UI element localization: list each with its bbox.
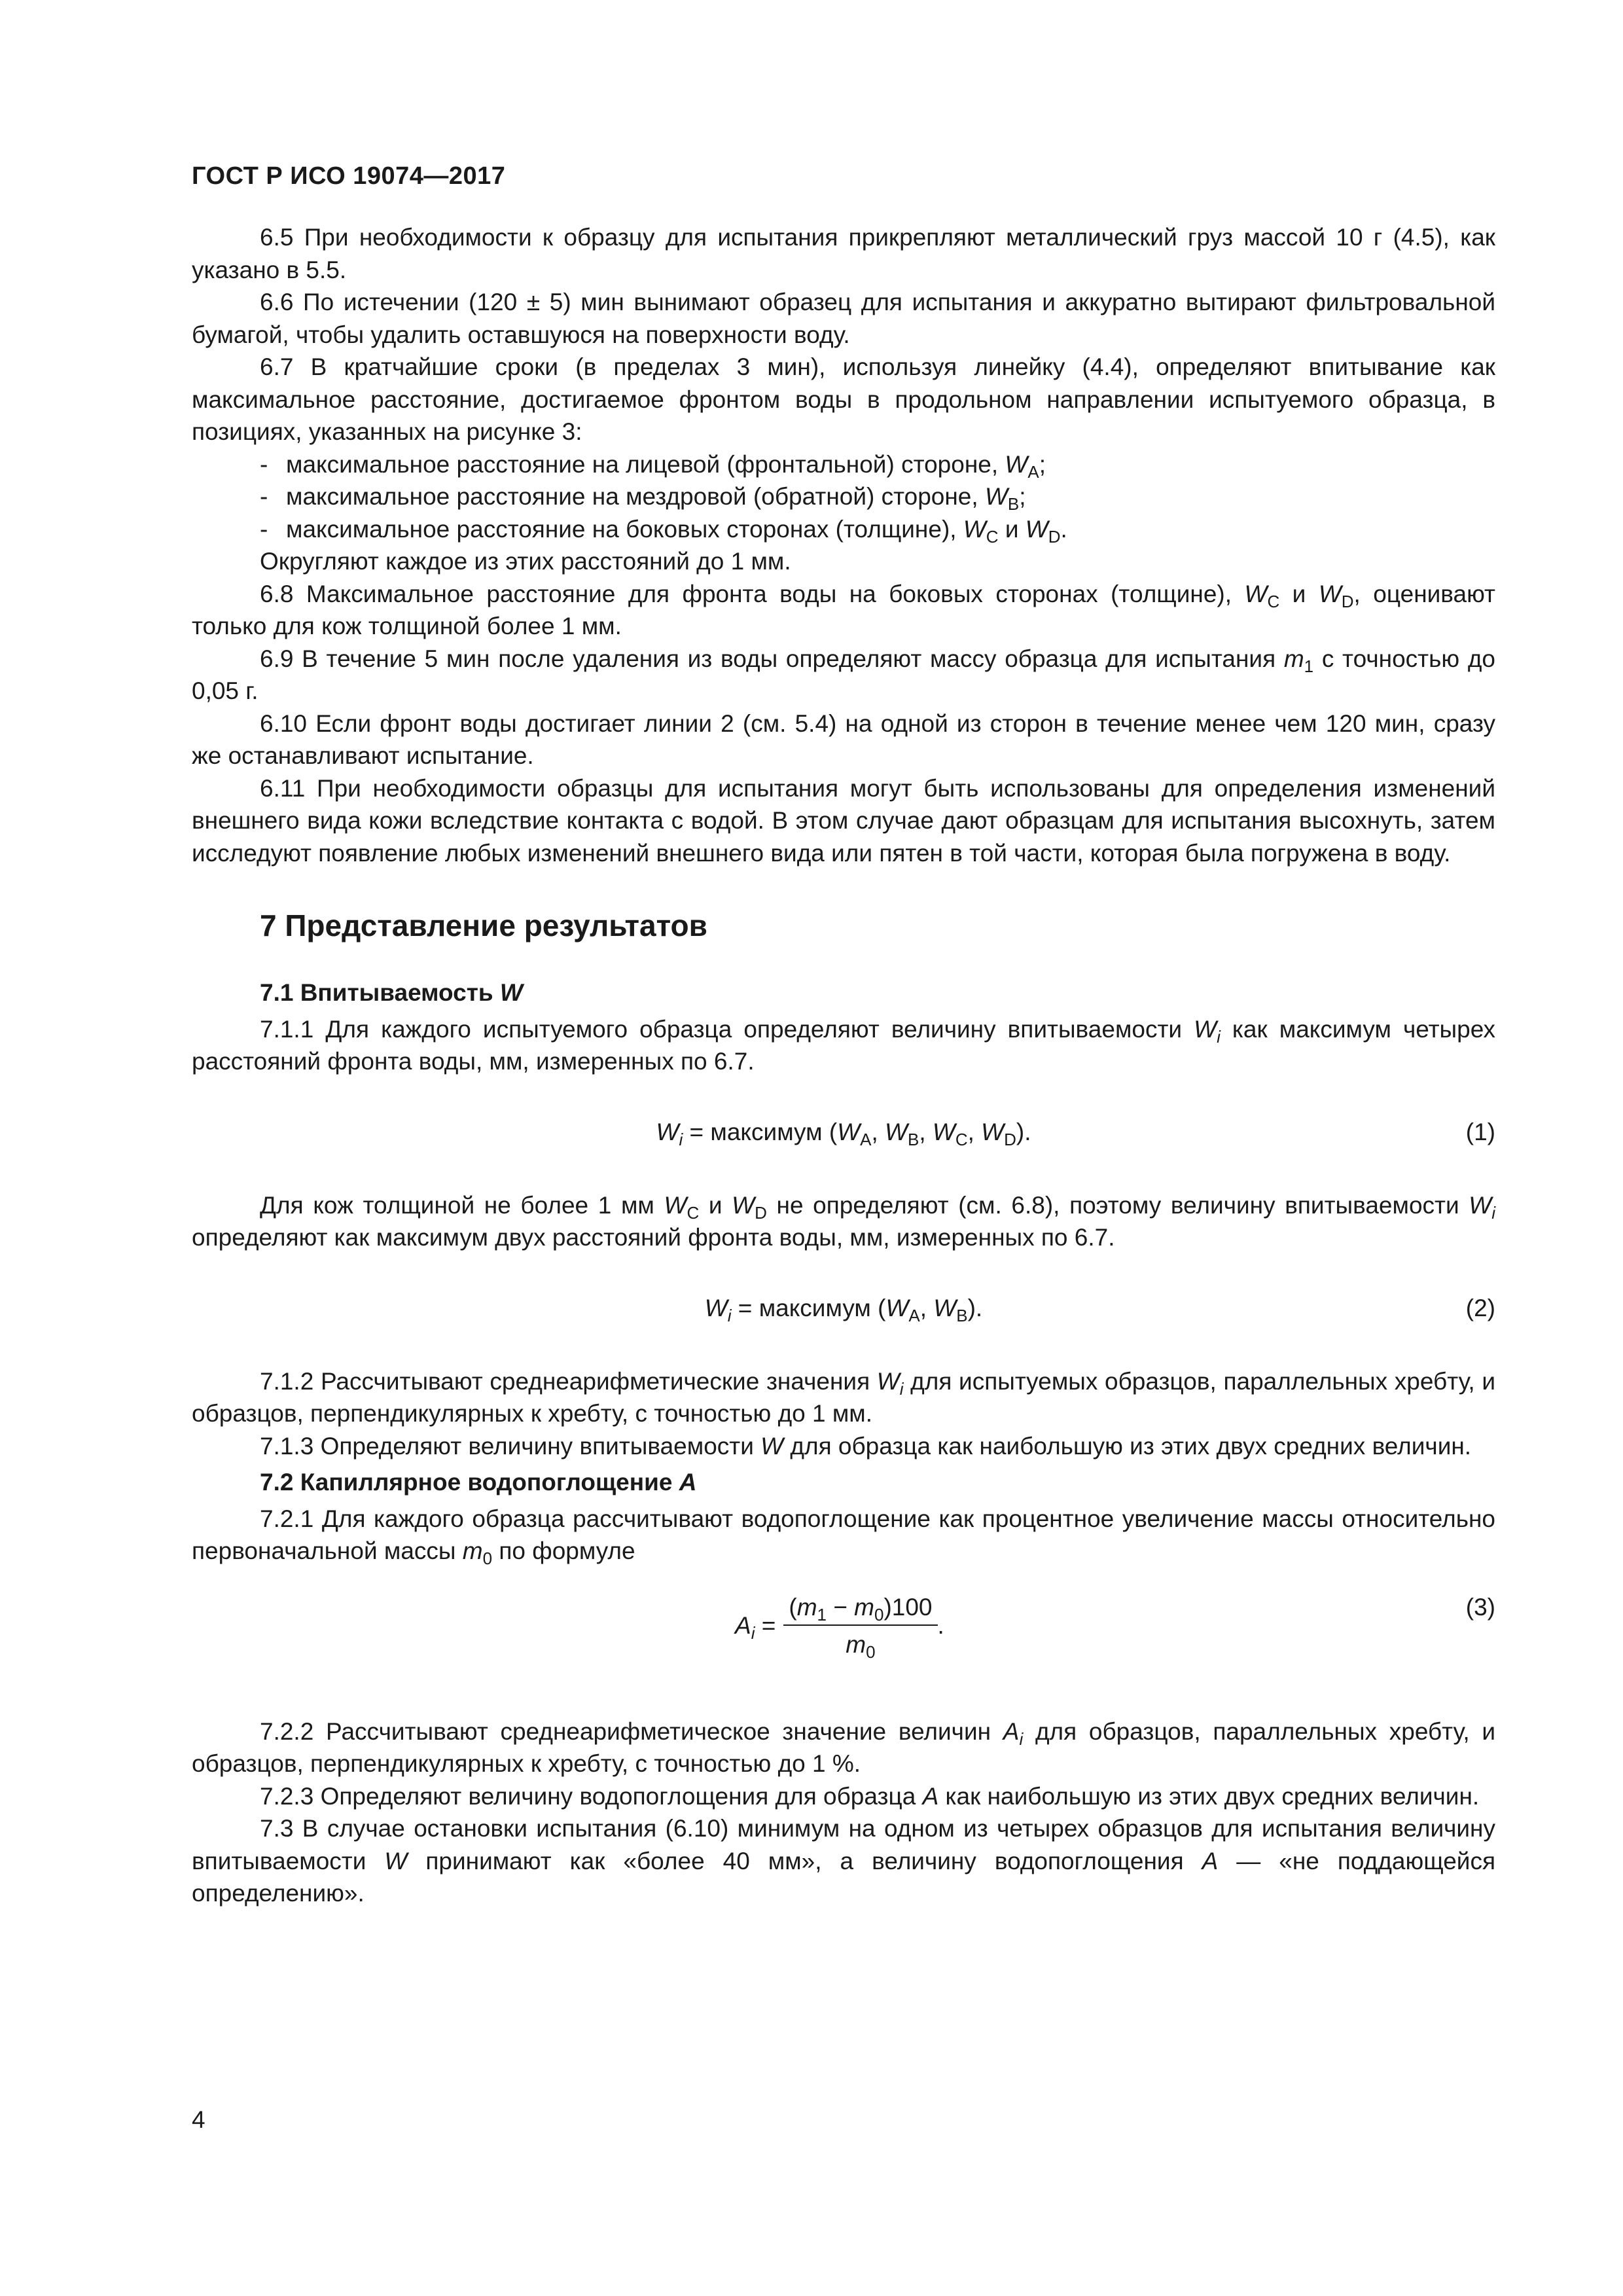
section-title: 7 Представление результатов xyxy=(260,908,707,942)
paragraph-6-5: 6.5 При необходимости к образцу для испытания прикрепляют металлический груз массой 10 г (4.5), как указано в 5.5. xyxy=(192,224,1495,283)
paragraph-6-8: 6.8 Максимальное расстояние для фронта воды на боковых сторонах (толщине), $W_C$ и $W_D$, оценивают только для кож толщиной более 1 мм. xyxy=(192,580,1496,639)
formula-3: $A_i$ = $\frac{(m_1 - m_0)100}{m_0}$ . (3) xyxy=(192,1591,1495,1670)
paragraph-6-10: 6.10 Если фронт воды достигает линии 2 (см. 5.4) на одной из сторон в течение менее чем 120 мин, сразу же останавливают испытание. xyxy=(192,709,1495,769)
formula-number: (1) xyxy=(1465,1118,1495,1145)
paragraph-7-2-1: 7.2.1 Для каждого образца рассчитывают водопоглощение как процентное увеличение массы относительно первоначальной массы $m_0$ по формуле xyxy=(192,1505,1495,1568)
paragraph-6-6: 6.6 По истечении (120 ± 5) мин вынимают образец для испытания и аккуратно вытирают фильтровальной бумагой, чтобы удалить оставшуюся на поверхности воду. xyxy=(192,289,1495,348)
list-item: - максимальное расстояние на боковых сторонах (толщине), $W_C$ и $W_D$. xyxy=(260,515,1067,547)
document-header: ГОСТ Р ИСО 19074—2017 xyxy=(192,162,506,190)
paragraph-7-2-3: 7.2.3 Определяют величину водопоглощения для образца A как наибольшую из этих двух средних величин. xyxy=(260,1782,1480,1810)
subsection-title-7-1: 7.1 Впитываемость W xyxy=(260,979,523,1006)
paragraph-7-1-3: 7.1.3 Определяют величину впитываемости W для образца как наибольшую из этих двух средних величин. xyxy=(260,1432,1472,1460)
formula-1: $W_i$ = максимум ($W_A$, $W_B$, $W_C$, $W_D$). (1) xyxy=(192,1116,1495,1149)
paragraph-7-1-1: 7.1.1 Для каждого испытуемого образца определяют величину впитываемости $W_i$ как максимум четырех расстояний фронта воды, мм, измеренных по 6.7. xyxy=(192,1015,1495,1075)
paragraph-7-2-2: 7.2.2 Рассчитывают среднеарифметическое значение величин $A_i$ для образцов, параллельных хребту, и образцов, перпендикулярных к хребту, с точностью до 1 %. xyxy=(192,1717,1495,1777)
paragraph-thin-leather: Для кож толщиной не более 1 мм $W_C$ и $W_D$ не определяют (см. 6.8), поэтому величину впитываемости $W_i$ определяют как максимум двух расстояний фронта воды, мм, измеренных по 6.7. xyxy=(192,1191,1495,1251)
paragraph-rounding: Округляют каждое из этих расстояний до 1 мм. xyxy=(260,548,791,575)
page-number: 4 xyxy=(192,2106,205,2133)
paragraph-6-9: 6.9 В течение 5 мин после удаления из воды определяют массу образца для испытания $m_1$ с точностью до 0,05 г. xyxy=(192,645,1495,704)
list-item: - максимальное расстояние на лицевой (фронтальной) стороне, $W_A$; xyxy=(260,450,1046,482)
subsection-title-7-2: 7.2 Капиллярное водопоглощение A xyxy=(260,1469,697,1496)
document-body xyxy=(192,221,1495,1910)
formula-number: (3) xyxy=(1465,1593,1495,1621)
paragraph-6-7: 6.7 В кратчайшие сроки (в пределах 3 мин), используя линейку (4.4), определяют впитывание как максимальное расстояние, достигаемое фронтом воды в продольном направлении испытуемого образца, в позициях, указанных на рисунке 3: xyxy=(192,353,1495,445)
paragraph-7-1-2: 7.1.2 Рассчитывают среднеарифметические значения $W_i$ для испытуемых образцов, параллельных хребту, и образцов, перпендикулярных к хребту, с точностью до 1 мм. xyxy=(192,1367,1495,1427)
paragraph-7-3: 7.3 В случае остановки испытания (6.10) минимум на одном из четырех образцов для испытания величину впитываемости W принимают как «более 40 мм», а величину водопоглощения A — «не поддающейся определению». xyxy=(192,1815,1495,1907)
formula-number: (2) xyxy=(1465,1294,1495,1321)
list-item: - максимальное расстояние на мездровой (обратной) стороне, $W_B$; xyxy=(260,483,1026,514)
paragraph-6-11: 6.11 При необходимости образцы для испытания могут быть использованы для определения изменений внешнего вида кожи вследствие контакта с водой. В этом случае дают образцам для испытания высохнуть, затем исследуют появление любых изменений внешнего вида или пятен в той части, которая была погружена в воду. xyxy=(192,774,1495,867)
formula-2: $W_i$ = максимум ($W_A$, $W_B$). (2) xyxy=(192,1292,1495,1325)
